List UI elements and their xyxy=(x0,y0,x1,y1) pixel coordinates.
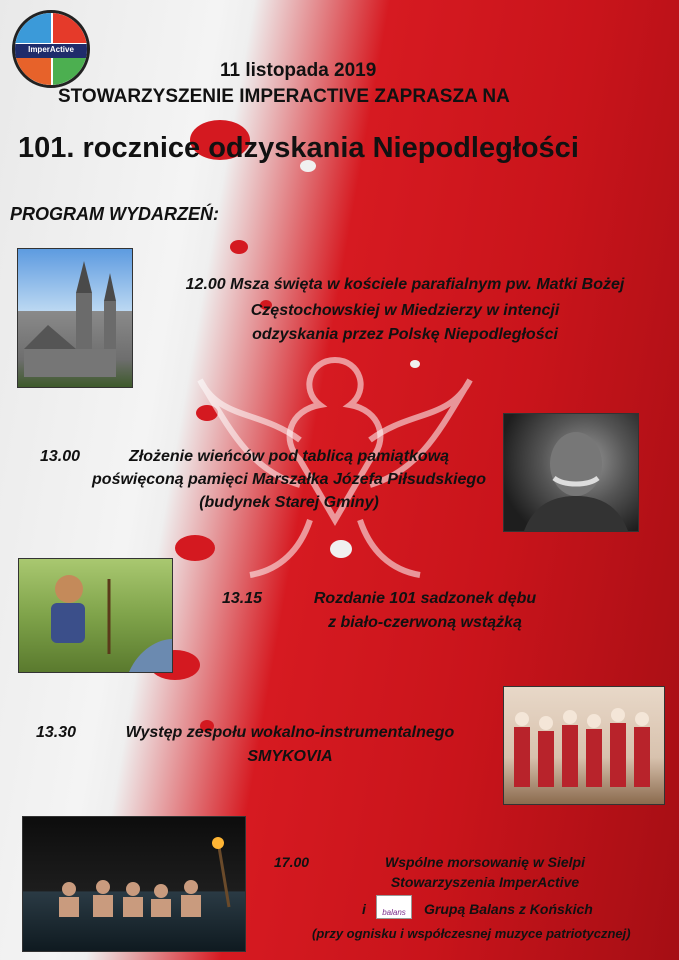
event-1-line-2: Częstochowskiej w Miedzierzy w intencji xyxy=(250,302,560,319)
program-heading: PROGRAM WYDARZEŃ: xyxy=(10,204,219,224)
event-2-line-3: (budynek Starej Gminy) xyxy=(199,494,379,511)
event-5-line-1: Wspólne morsowanię w Sielpi xyxy=(385,854,585,870)
event-2-line-1: Złożenie wieńców pod tablicą pamiątkową xyxy=(128,448,450,465)
event-3-time: 13.15 xyxy=(222,590,263,607)
church-photo xyxy=(17,248,133,388)
portrait-icon xyxy=(504,414,638,531)
imperactive-logo xyxy=(12,10,90,88)
winter-swimming-photo xyxy=(22,816,246,952)
event-4-line-1: Występ zespołu wokalno-instrumentalnego xyxy=(125,724,455,741)
event-5-line-4: (przy ognisku i współczesnej muzyce patriotycznej) xyxy=(312,926,631,941)
swimmers-icon xyxy=(23,817,245,951)
balans-logo: balans xyxy=(376,895,412,919)
event-2-line-2: poświęconą pamięci Marszałka Józefa Piłsudskiego xyxy=(92,471,486,488)
event-2-time: 13.00 xyxy=(40,448,81,465)
event-3-line-1: Rozdanie 101 sadzonek dębu xyxy=(313,590,537,607)
logo-text: ImperActive xyxy=(28,45,74,54)
paint-splatter xyxy=(230,240,248,254)
event-5-time: 17.00 xyxy=(274,854,310,870)
church-icon xyxy=(18,249,132,387)
pilsudski-portrait xyxy=(503,413,639,532)
event-5-line-3: Grupą Balans z Końskich xyxy=(424,901,593,917)
planting-photo xyxy=(18,558,173,673)
event-4-line-2: SMYKOVIA xyxy=(247,748,333,765)
event-3-line-2: z biało-czerwoną wstążką xyxy=(328,614,522,631)
event-5-line-2: Stowarzyszenia ImperActive xyxy=(390,874,580,890)
event-1-line-3: odzyskania przez Polskę Niepodległości xyxy=(252,326,558,343)
choir-icon xyxy=(504,687,664,804)
event-4-time: 13.30 xyxy=(36,724,77,741)
event-date: 11 listopada 2019 xyxy=(220,60,377,81)
event-1-line-1: 12.00 Msza święta w kościele parafialnym pw. Matki Bożej xyxy=(185,276,625,293)
page-title: 101. rocznice odzyskania Niepodległości xyxy=(18,132,579,164)
planting-icon xyxy=(19,559,172,672)
association-invite: STOWARZYSZENIE IMPERACTIVE ZAPRASZA NA xyxy=(58,86,510,107)
event-5-connector: i xyxy=(362,901,366,917)
choir-photo xyxy=(503,686,665,805)
